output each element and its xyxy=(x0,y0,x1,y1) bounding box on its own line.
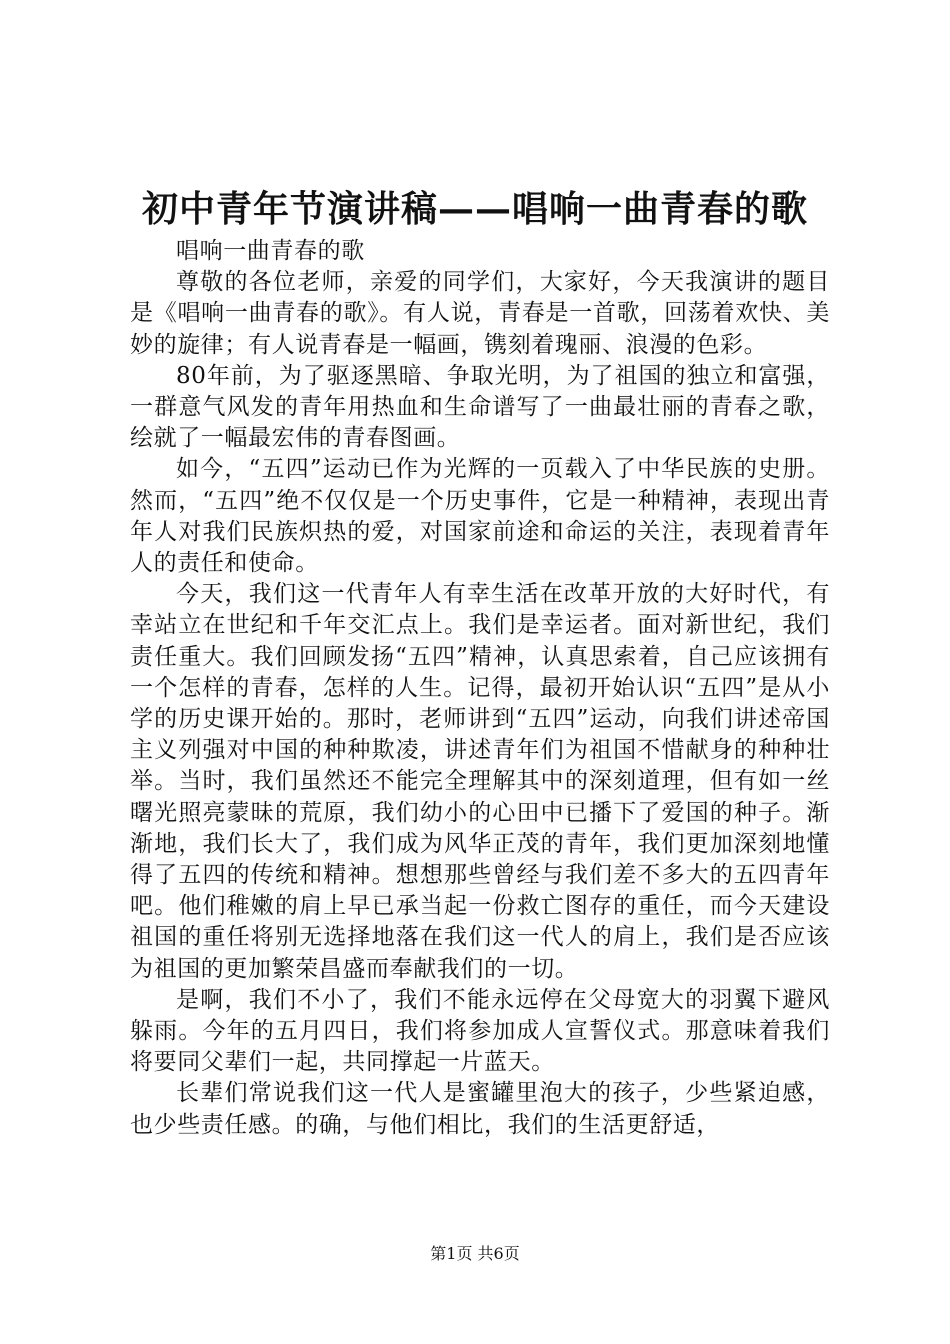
paragraph-today: 今天，我们这一代青年人有幸生活在改革开放的大好时代，有幸站立在世纪和千年交汇点上。我们是幸运者。面对新世纪，我们责任重大。我们回顾发扬“五四”精神，认真思索着，自己应该拥有一个怎样的青春，怎样的人生。记得，最初开始认识“五四”是从小学的历史课开始的。那时，老师讲到“五四”运动，向我们讲述帝国主义列强对中国的种种欺凌，讲述青年们为祖国不惜献身的种种壮举。当时，我们虽然还不能完全理解其中的深刻道理，但有如一丝曙光照亮蒙昧的荒原，我们幼小的心田中已播下了爱国的种子。渐渐地，我们长大了，我们成为风华正茂的青年，我们更加深刻地懂得了五四的传统和精神。想想那些曾经与我们差不多大的五四青年吧。他们稚嫩的肩上早已承当起一份救亡图存的重任，而今天建设祖国的重任将别无选择地落在我们这一代人的肩上，我们是否应该为祖国的更加繁荣昌盛而奉献我们的一切。 xyxy=(130,581,830,982)
paragraph-history: 80年前，为了驱逐黑暗、争取光明，为了祖国的独立和富强，一群意气风发的青年用热血和生命谱写了一曲最壮丽的青春之歌，绘就了一幅最宏伟的青春图画。 xyxy=(130,362,830,452)
paragraph-growing-up: 是啊，我们不小了，我们不能永远停在父母宽大的羽翼下避风躲雨。今年的五月四日，我们将参加成人宣誓仪式。那意味着我们将要同父辈们一起，共同撑起一片蓝天。 xyxy=(130,986,830,1076)
document-title: 初中青年节演讲稿——唱响一曲青春的歌 xyxy=(141,188,808,230)
page-number-footer: 第1页 共6页 xyxy=(430,1244,520,1263)
document-body xyxy=(130,236,830,1141)
paragraph-elders: 长辈们常说我们这一代人是蜜罐里泡大的孩子，少些紧迫感，也少些责任感。的确，与他们相比，我们的生活更舒适， xyxy=(130,1080,830,1138)
paragraph-may-fourth: 如今，“五四”运动已作为光辉的一页载入了中华民族的史册。然而，“五四”绝不仅仅是一个历史事件，它是一种精神，表现出青年人对我们民族炽热的爱，对国家前途和命运的关注，表现着青年人的责任和使命。 xyxy=(130,456,830,577)
paragraph-greeting: 尊敬的各位老师，亲爱的同学们，大家好，今天我演讲的题目是《唱响一曲青春的歌》。有人说，青春是一首歌，回荡着欢快、美妙的旋律；有人说青春是一幅画，镌刻着瑰丽、浪漫的色彩。 xyxy=(130,269,830,358)
paragraph-subtitle: 唱响一曲青春的歌 xyxy=(176,238,365,264)
